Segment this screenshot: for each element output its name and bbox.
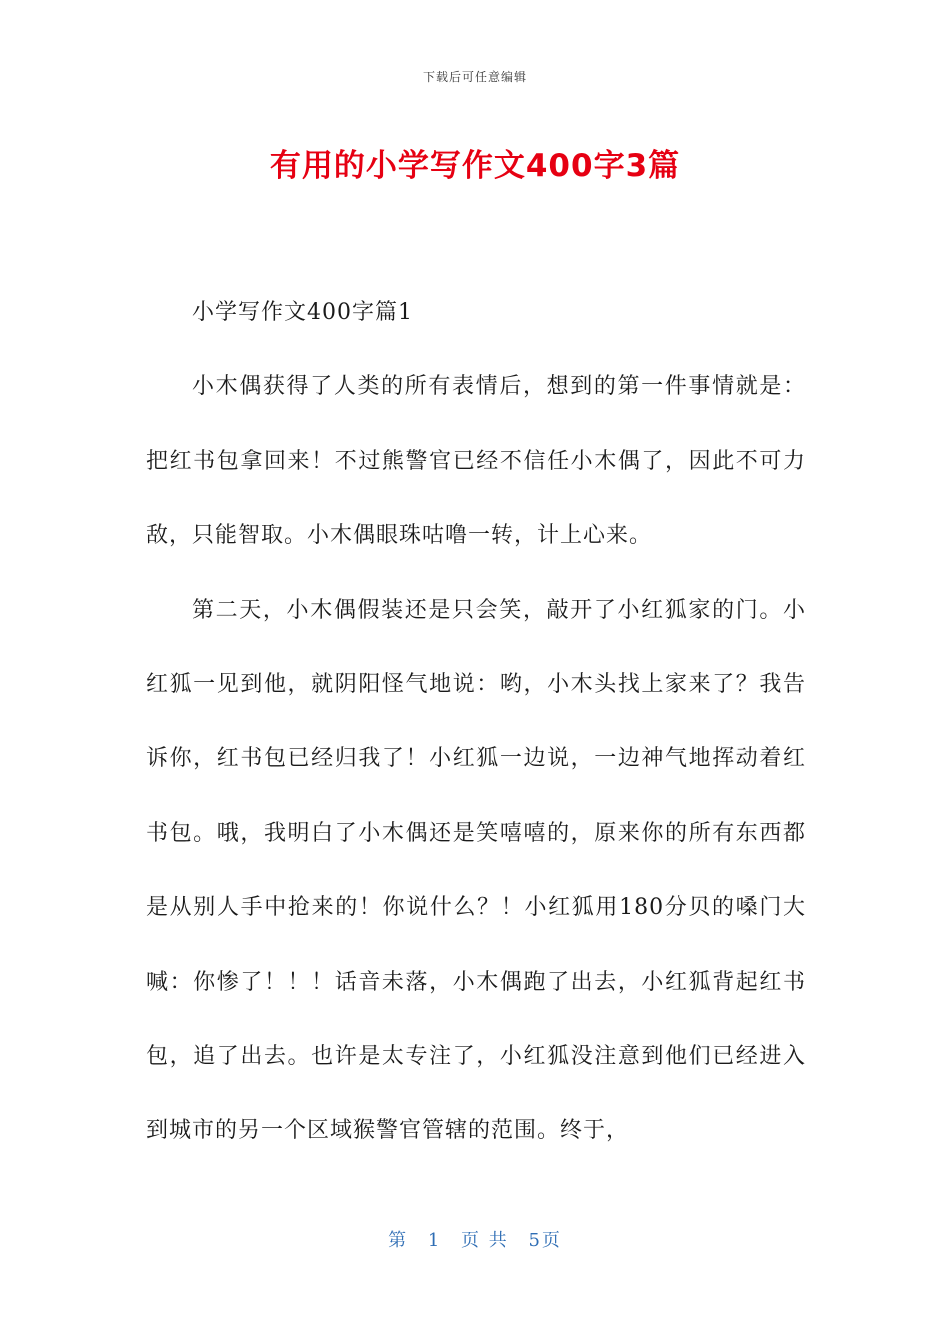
footer-page-number: 1	[427, 1230, 442, 1251]
document-title: 有用的小学写作文400字3篇	[269, 148, 681, 184]
header-note: 下载后可任意编辑	[422, 70, 527, 84]
footer-prefix: 第	[388, 1230, 409, 1251]
section-heading: 小学写作文400字篇1	[192, 300, 413, 325]
paragraph: 小木偶获得了人类的所有表情后，想到的第一件事情就是：把红书包拿回来！不过熊警官已经不信任小木偶了，因此不可力敌，只能智取。小木偶眼珠咕噜一转，计上心来。	[146, 374, 806, 549]
document-body	[146, 276, 806, 1169]
paragraph: 第二天，小木偶假装还是只会笑，敲开了小红狐家的门。小红狐一见到他，就阴阳怪气地说：哟，小木头找上家来了？我告诉你，红书包已经归我了！小红狐一边说，一边神气地挥动着红书包。哦，我明白了小木偶还是笑嘻嘻的，原来你的所有东西都是从别人手中抢来的！你说什么？！小红狐用180分贝的嗓门大喊：你惨了！！！话音未落，小木偶跑了出去，小红狐背起红书包，追了出去。也许是太专注了，小红狐没注意到他们已经进入到城市的另一个区域猴警官管辖的范围。终于，	[146, 597, 806, 1144]
page-footer	[0, 1226, 950, 1252]
footer-middle: 页 共	[461, 1230, 509, 1251]
footer-total-pages: 5页	[528, 1230, 562, 1251]
